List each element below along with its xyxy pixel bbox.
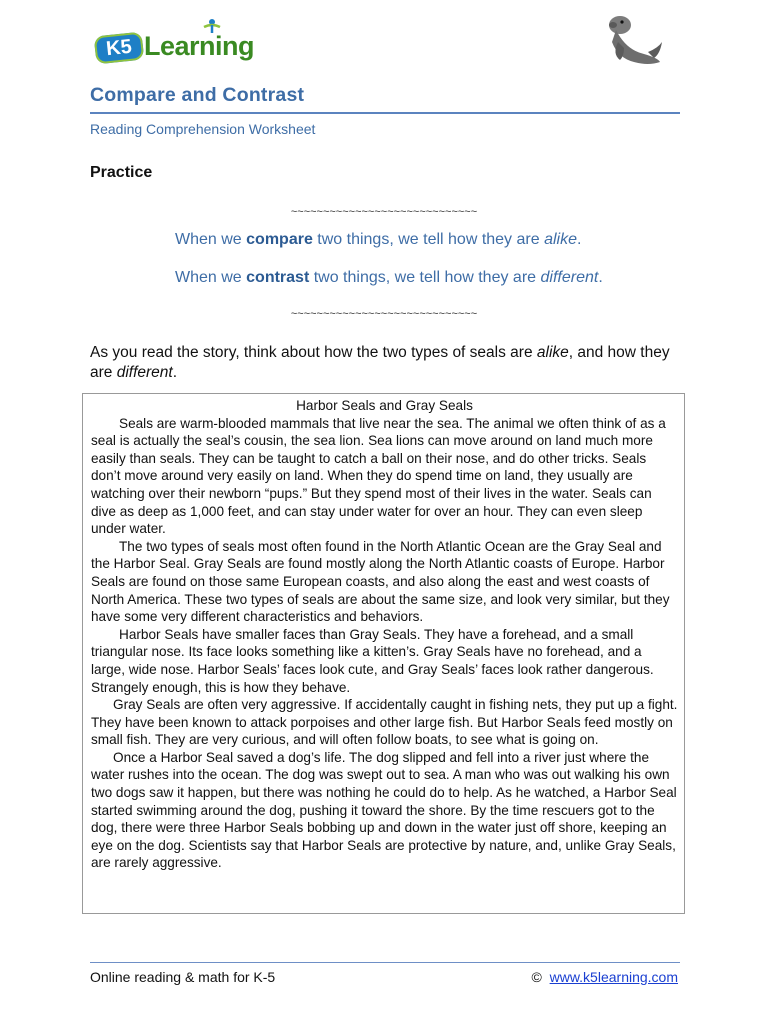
story-paragraph: The two types of seals most often found in the North Atlantic Ocean are the Gray Seal and the Harbor Seal. Gray Seals are found mostly along the North Atlantic coasts of Europe. Harbor Seals are found on those same European coasts, and also along the east and west coasts of North America. These two types of seals are about the same size, and look very similar, but they have some very different characteristics and behaviors. xyxy=(91,538,670,625)
contrast-definition: When we contrast two things, we tell how they are different. xyxy=(175,269,603,286)
footer-link-group xyxy=(532,969,679,985)
title-divider xyxy=(90,112,680,114)
website-link[interactable]: www.k5learning.com xyxy=(549,969,678,985)
logo-badge: K5 xyxy=(94,32,145,65)
worksheet-subtitle: Reading Comprehension Worksheet xyxy=(90,121,316,137)
tilde-divider-bottom: ~~~~~~~~~~~~~~~~~~~~~~~~~~~~~ xyxy=(290,308,478,320)
story-paragraph: Seals are warm-blooded mammals that live near the sea. The animal we often think of as a seal is actually the seal’s cousin, the sea lion. Sea lions can move around on land much more easily than seals. They can be taught to catch a ball on their nose, and do other tricks. Seals don’t move around very easily on land. When they do spend time on land, they usually are watching over their newborn “pups.” But they spend most of their lives in the water. Seals can dive as deep as 1,000 feet, and can stay under water for over an hour. They can even sleep under water. xyxy=(91,415,666,537)
footer-tagline: Online reading & math for K-5 xyxy=(90,969,276,985)
tilde-divider-top: ~~~~~~~~~~~~~~~~~~~~~~~~~~~~~ xyxy=(290,206,478,218)
alike-word: alike xyxy=(544,231,577,248)
story-paragraph: Harbor Seals have smaller faces than Gray Seals. They have a forehead, and a small triangular nose. Its face looks something like a kitten’s. Gray Seals have no forehead, and a large, wide nose. Harbor Seals’ faces look cute, and Gray Seals’ faces look rather dangerous. Strangely enough, this is how they behave. xyxy=(91,626,654,695)
story-paragraph: Once a Harbor Seal saved a dog’s life. The dog slipped and fell into a river just where the water rushes into the ocean. The dog was swept out to sea. A man who was out walking his own two dogs saw it happen, but there was nothing he could do to help. As he watched, a Harbor Seal started swimming around the dog, pushing it toward the shore. By the time rescuers got to the dog, there were three Harbor Seals bobbing up and down in the water just off shore, keeping an eye on the dog. Scientists say that Harbor Seals are protective by nature, and, unlike Gray Seals, are rarely aggressive. xyxy=(91,749,677,871)
story-paragraph: Gray Seals are often very aggressive. If accidentally caught in fishing nets, they put up a fight. They have been known to attack porpoises and other large fish. But Harbor Seals feed mostly on small fish. They are very curious, and will often follow boats, to see what is going on. xyxy=(91,697,678,748)
footer-divider xyxy=(90,962,680,963)
person-icon xyxy=(202,18,222,38)
compare-definition: When we compare two things, we tell how they are alike. xyxy=(175,231,582,248)
section-heading: Practice xyxy=(90,164,153,181)
reading-instruction: As you read the story, think about how the two types of seals are alike, and how they are different. xyxy=(90,344,670,381)
contrast-keyword: contrast xyxy=(246,269,310,286)
logo-wordmark: Learning xyxy=(144,31,255,61)
compare-keyword: compare xyxy=(246,231,313,248)
different-word: different xyxy=(540,269,599,286)
story-box xyxy=(82,393,685,914)
seal-icon xyxy=(598,12,664,68)
copyright-symbol: © xyxy=(531,969,542,985)
story-title: Harbor Seals and Gray Seals xyxy=(296,398,473,413)
worksheet-title: Compare and Contrast xyxy=(90,84,305,106)
